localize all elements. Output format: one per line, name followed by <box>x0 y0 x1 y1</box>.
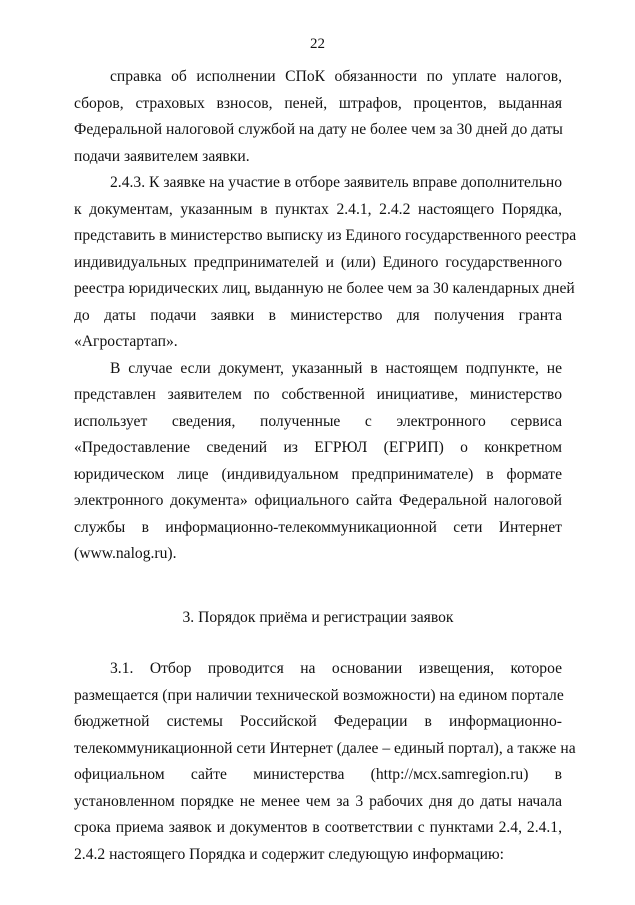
text-line: «Агростартап». <box>74 333 178 350</box>
text-line: реестра юридических лиц, выданную не более чем за 30 календарных дней <box>74 280 575 297</box>
paragraphs-container <box>74 64 577 568</box>
paragraph <box>74 656 576 868</box>
text-line: электронного документа» официального сайта Федеральной налоговой <box>74 492 562 509</box>
text-line: срока приема заявок и документов в соответствии с пунктами 2.4, 2.4.1, <box>74 819 562 836</box>
text-line: представлен заявителем по собственной инициативе, министерство <box>74 386 562 403</box>
text-line: размещается (при наличии технической возможности) на едином портале <box>74 686 564 704</box>
text-line: службы в информационно-телекоммуникационной сети Интернет <box>74 518 562 536</box>
text-line: официальном сайте министерства (http://мсх.samregion.ru) в <box>74 766 562 783</box>
text-line: установленном порядке не менее чем за 3 рабочих дня до даты начала <box>74 792 562 810</box>
text-line: к документам, указанным в пунктах 2.4.1, 2.4.2 настоящего Порядка, <box>74 200 562 218</box>
text-line: В случае если документ, указанный в настоящем подпункте, не <box>110 359 562 377</box>
paragraph <box>74 356 562 568</box>
text-line: представить в министерство выписку из Единого государственного реестра <box>74 227 577 244</box>
spacer <box>74 631 562 656</box>
text-line: «Предоставление сведений из ЕГРЮЛ (ЕГРИП) о конкретном <box>74 439 562 456</box>
text-line: 3.1. Отбор проводится на основании извещения, которое <box>110 660 562 677</box>
page-number: 22 <box>310 36 325 52</box>
text-line: Федеральной налоговой службой на дату не более чем за 30 дней до даты <box>74 121 563 138</box>
text-line: подачи заявителем заявки. <box>74 147 250 165</box>
text-line: справка об исполнении СПоК обязанности по уплате налогов, <box>110 68 562 85</box>
paragraph <box>74 170 577 356</box>
spacer <box>74 568 562 605</box>
section-paragraph <box>74 656 576 868</box>
document-body <box>74 64 577 868</box>
text-line: бюджетной системы Российской Федерации в информационно- <box>74 713 562 730</box>
text-line: (www.nalog.ru). <box>74 545 177 562</box>
text-line: до даты подачи заявки в министерство для получения гранта <box>74 306 562 324</box>
section-heading: 3. Порядок приёма и регистрации заявок <box>182 608 454 626</box>
text-line: телекоммуникационной сети Интернет (далее – единый портал), а также на <box>74 739 576 757</box>
text-line: использует сведения, полученные с электронного сервиса <box>74 412 562 430</box>
text-line: индивидуальных предпринимателей и (или) Единого государственного <box>74 253 562 271</box>
text-line: 2.4.3. К заявке на участие в отборе заявитель вправе дополнительно <box>110 174 562 191</box>
paragraph <box>74 64 562 170</box>
text-line: 2.4.2 настоящего Порядка и содержит следующую информацию: <box>74 845 504 863</box>
text-line: сборов, страховых взносов, пеней, штрафов, процентов, выданная <box>74 94 562 112</box>
text-line: юридическом лице (индивидуальном предпринимателе) в формате <box>74 465 562 483</box>
